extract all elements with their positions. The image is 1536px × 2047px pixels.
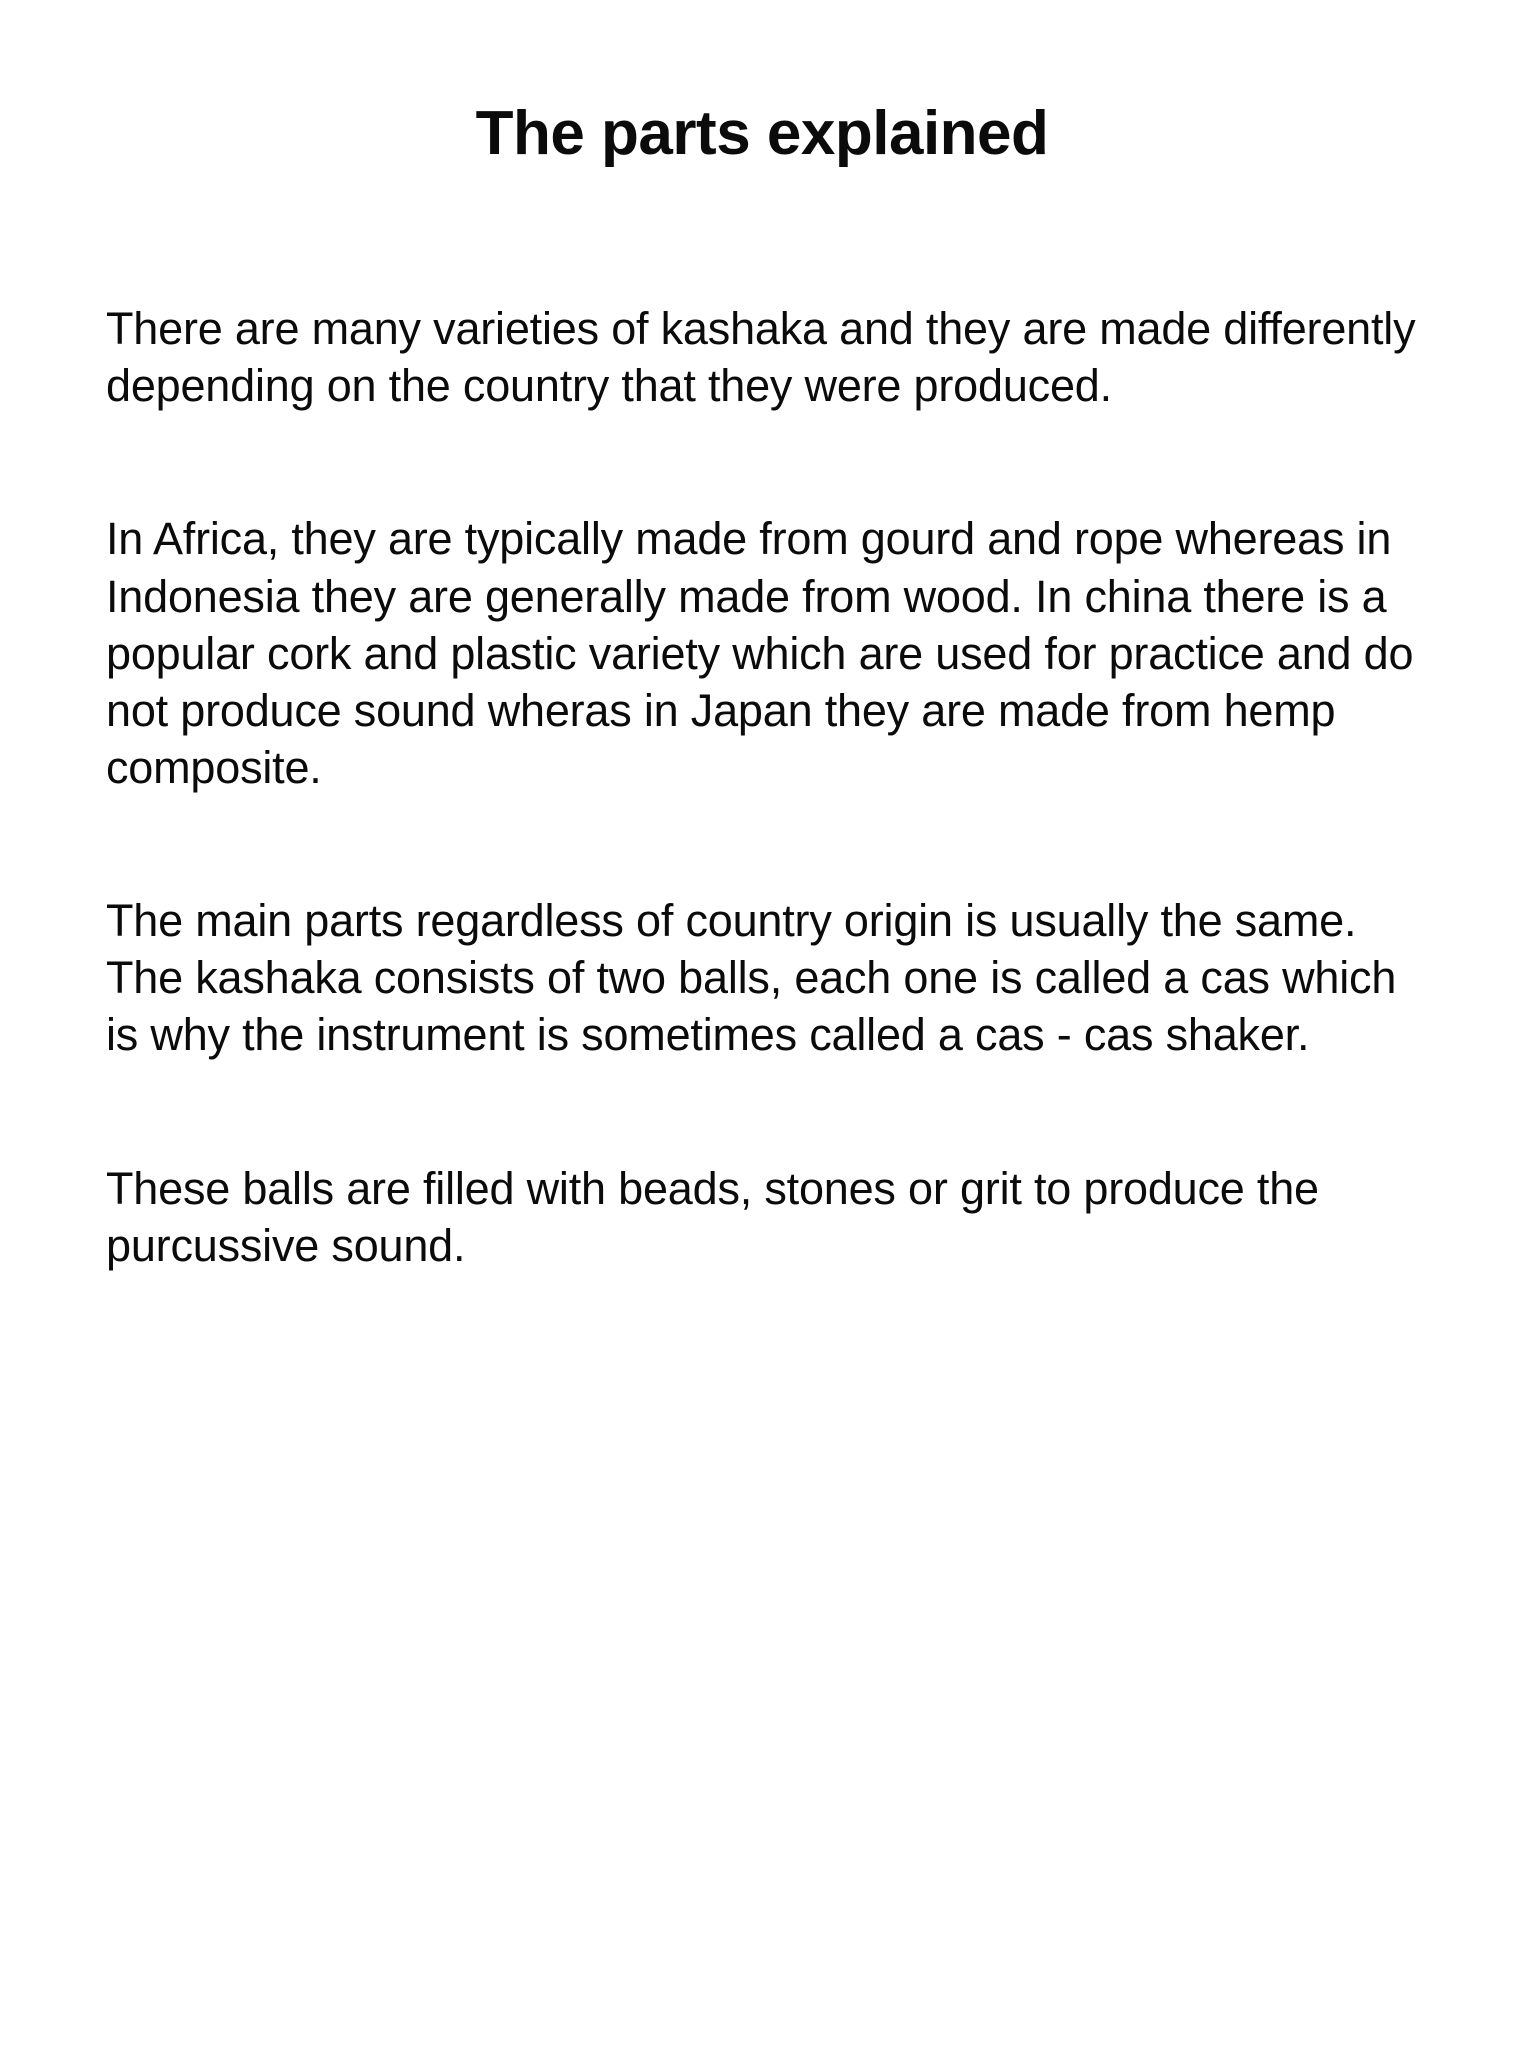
paragraph-2: In Africa, they are typically made from gourd and rope whereas in Indonesia they are generally made from wood. In china there is a popular cork and plastic variety which are used for practice and do not produce sound wheras in Japan they are made from hemp composite. [106,513,1414,794]
paragraph-1: There are many varieties of kashaka and they are made differently depending on the country that they were produced. [106,303,1416,412]
document-body [106,300,1418,1274]
page-title: The parts explained [475,99,1049,168]
paragraph-4: These balls are filled with beads, stones or grit to produce the purcussive sound. [106,1162,1319,1271]
paragraph-3: The main parts regardless of country origin is usually the same. The kashaka consists of two balls, each one is called a cas which is why the instrument is sometimes called a cas - cas shaker. [106,895,1397,1061]
